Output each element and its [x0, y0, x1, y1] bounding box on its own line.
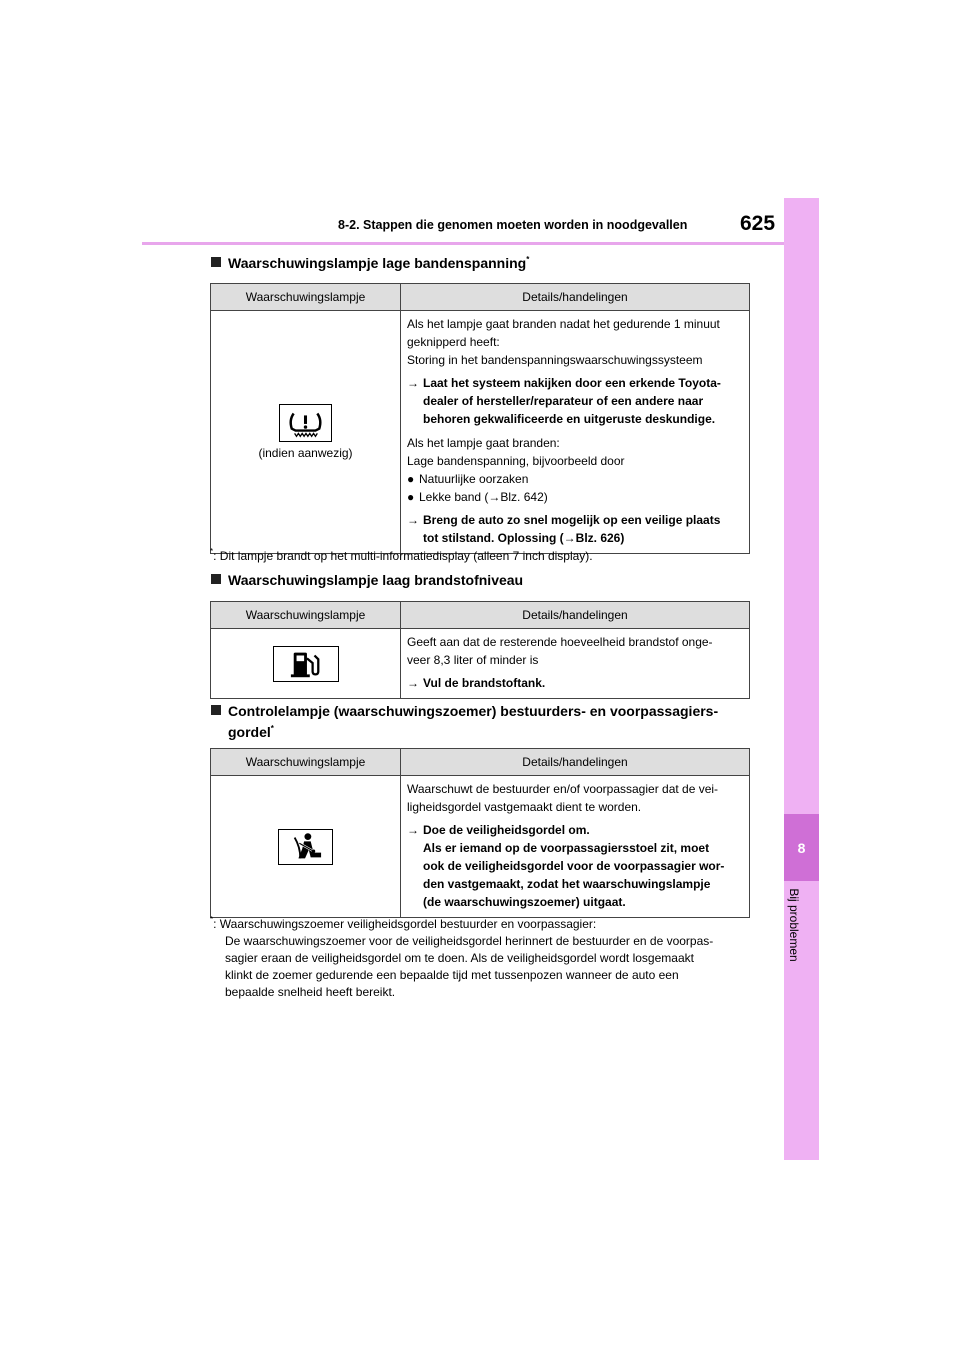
chapter-side-tab	[784, 198, 819, 1160]
details-cell	[401, 311, 750, 554]
fuel-pump-icon	[273, 646, 339, 682]
icon-cell	[211, 311, 401, 554]
arrow-icon: →	[407, 376, 419, 390]
detail-paragraph	[407, 434, 743, 470]
text-line: Als het lampje gaat branden:	[407, 436, 560, 450]
running-head: 8-2. Stappen die genomen moeten worden in noodgevallen	[338, 218, 688, 232]
footnote-marker: *	[210, 915, 214, 924]
details-cell	[401, 776, 750, 918]
heading-square-bullet	[211, 574, 221, 584]
detail-paragraph	[407, 315, 743, 369]
table-header-row	[211, 602, 750, 629]
text-line: veer 8,3 liter of minder is	[407, 653, 539, 667]
page-number: 625	[740, 212, 776, 235]
footnote-marker: *	[526, 255, 530, 264]
icon-cell	[211, 629, 401, 699]
tire-pressure-warning-icon	[279, 404, 332, 442]
column-header-lamp: Waarschuwingslampje	[211, 284, 401, 311]
footnote-text: sagier eraan de veiligheidsgordel om te doen. Als de veiligheidsgordel wordt losgemaakt	[225, 951, 694, 965]
text-line: Doe de veiligheidsgordel om.	[423, 823, 590, 837]
chapter-number: 8	[797, 839, 806, 856]
details-cell	[401, 629, 750, 699]
action-instruction	[407, 511, 743, 547]
footnote-tire-pressure	[210, 548, 755, 565]
table-row	[211, 776, 750, 918]
action-instruction	[407, 374, 743, 428]
text-line: (de waarschuwingszoemer) uitgaat.	[423, 895, 626, 909]
section-title-continued: gordel	[228, 724, 271, 740]
detail-paragraph	[407, 633, 743, 669]
header-divider	[142, 242, 784, 245]
text-line: Als het lampje gaat branden nadat het gedurende 1 minuut	[407, 317, 720, 331]
text-line: geknipperd heeft:	[407, 335, 500, 349]
column-header-lamp: Waarschuwingslampje	[211, 749, 401, 776]
text-line: Laat het systeem nakijken door een erkende Toyota-	[423, 376, 721, 390]
table-row	[211, 311, 750, 554]
text-line: Vul de brandstoftank.	[423, 676, 546, 690]
text-line: ligheidsgordel vastgemaakt dient te worden.	[407, 800, 642, 814]
seatbelt-table	[210, 748, 750, 918]
icon-cell	[211, 776, 401, 918]
text-line: den vastgemaakt, zodat het waarschuwingslampje	[423, 877, 711, 891]
section-heading-seatbelt	[211, 701, 718, 743]
text-line: ook de veiligheidsgordel voor de voorpassagier wor-	[423, 859, 725, 873]
arrow-icon: →	[407, 823, 419, 837]
text-line: Geeft aan dat de resterende hoeveelheid brandstof onge-	[407, 635, 713, 649]
footnote-seatbelt	[210, 916, 755, 1001]
heading-square-bullet	[211, 705, 221, 715]
chapter-number-box	[784, 814, 819, 881]
footnote-marker: *	[270, 724, 274, 733]
text-line: behoren gekwalificeerde en uitgeruste deskundige.	[423, 412, 716, 426]
list-item	[407, 470, 743, 488]
section-heading-fuel-level	[211, 570, 523, 591]
list-item-text: Natuurlijke oorzaken	[419, 472, 529, 486]
column-header-details: Details/handelingen	[401, 602, 750, 629]
table-header-row	[211, 284, 750, 311]
section-title: Controlelampje (waarschuwingszoemer) bestuurders- en voorpassagiers-	[228, 703, 719, 719]
footnote-text: : Dit lampje brandt op het multi-informatiedisplay (alleen 7 inch display).	[213, 549, 593, 563]
bullet-icon: ●	[407, 490, 415, 504]
detail-paragraph	[407, 780, 743, 816]
text-line: Storing in het bandenspanningswaarschuwingssysteem	[407, 353, 703, 367]
text-line: tot stilstand. Oplossing (→Blz. 626)	[423, 531, 625, 545]
action-instruction	[407, 821, 743, 911]
heading-square-bullet	[211, 257, 221, 267]
text-line: Breng de auto zo snel mogelijk op een veilige plaats	[423, 513, 721, 527]
footnote-marker: *	[210, 547, 214, 556]
list-item-text: Lekke band (→Blz. 642)	[419, 490, 548, 504]
text-line: Als er iemand op de voorpassagiersstoel zit, moet	[423, 841, 710, 855]
footnote-text: De waarschuwingszoemer voor de veiligheidsgordel herinnert de bestuurder en de voorpas-	[225, 934, 714, 948]
text-line: Lage bandenspanning, bijvoorbeeld door	[407, 454, 625, 468]
list-item	[407, 488, 743, 506]
section-heading-tire-pressure	[211, 253, 529, 274]
fuel-level-table	[210, 601, 750, 699]
column-header-details: Details/handelingen	[401, 749, 750, 776]
column-header-details: Details/handelingen	[401, 284, 750, 311]
seatbelt-reminder-icon	[278, 829, 333, 865]
footnote-text: : Waarschuwingszoemer veiligheidsgordel bestuurder en voorpassagier:	[213, 917, 597, 931]
text-line: Waarschuwt de bestuurder en/of voorpassagier dat de vei-	[407, 782, 719, 796]
icon-caption: (indien aanwezig)	[258, 446, 353, 460]
column-header-lamp: Waarschuwingslampje	[211, 602, 401, 629]
arrow-icon: →	[407, 513, 419, 527]
table-row	[211, 629, 750, 699]
arrow-icon: →	[407, 676, 419, 690]
action-instruction	[407, 674, 743, 692]
section-title: Waarschuwingslampje lage bandenspanning	[228, 255, 527, 271]
table-header-row	[211, 749, 750, 776]
footnote-text: klinkt de zoemer gedurende een bepaalde tijd met tussenpozen wanneer de auto een	[225, 968, 679, 982]
footnote-text: bepaalde snelheid heeft bereikt.	[225, 985, 396, 999]
chapter-title: Bij problemen	[787, 888, 801, 962]
section-title: Waarschuwingslampje laag brandstofniveau	[228, 572, 524, 588]
bullet-icon: ●	[407, 472, 415, 486]
text-line: dealer of hersteller/reparateur of een andere naar	[423, 394, 704, 408]
tire-pressure-table	[210, 283, 750, 554]
